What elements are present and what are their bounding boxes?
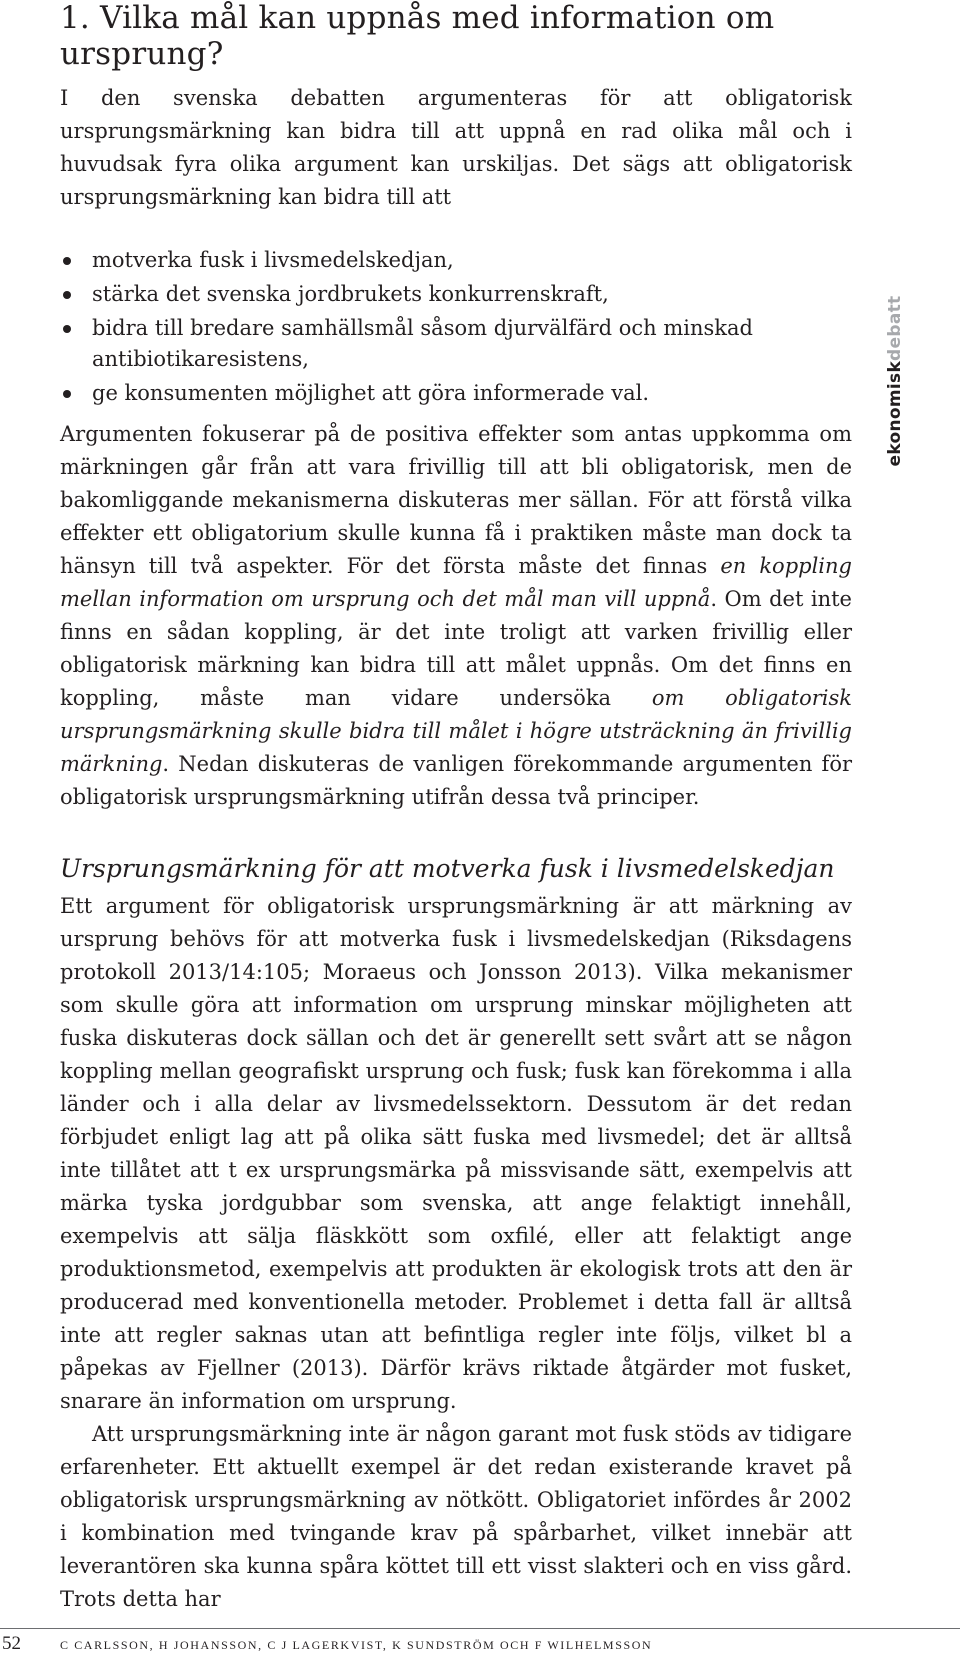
argument-text-3: . Nedan diskuteras de vanligen förekommande argumenten för obligatorisk ursprungsmärkning utifrån dessa två principer. <box>60 752 852 809</box>
argument-emphasis-2: om obligatorisk ursprungsmärkning skulle bidra till målet i högre utsträckning än frivillig märkning <box>60 686 852 776</box>
list-item-text: stärka det svenska jordbrukets konkurrenskraft, <box>92 282 609 306</box>
journal-name-part1: ekonomisk <box>885 360 905 467</box>
journal-name-part2: debatt <box>885 295 905 361</box>
argument-text-1: Argumenten fokuserar på de positiva effekter som antas uppkomma om märkningen går från att vara frivillig till att bli obligatorisk, men de bakomliggande mekanismerna diskuteras mer sällan. För att förstå vilka effekter ett obligatorium skulle kunna få i praktiken måste man dock ta hänsyn till två aspekter. För det första måste det finnas <box>60 422 852 578</box>
text-column <box>60 0 852 1616</box>
list-item <box>60 378 852 409</box>
bullet-icon <box>63 325 71 333</box>
bullet-icon <box>63 390 71 398</box>
section-heading: 1. Vilka mål kan uppnås med information om ursprung? <box>60 0 775 72</box>
argument-paragraph <box>60 418 852 814</box>
subsection-heading: Ursprungsmärkning för att motverka fusk i livsmedelskedjan <box>60 854 835 883</box>
list-item-text: motverka fusk i livsmedelskedjan, <box>92 248 454 272</box>
list-item-text: ge konsumenten möjlighet att göra informerade val. <box>92 381 649 405</box>
list-item <box>60 245 852 276</box>
bullet-icon <box>63 291 71 299</box>
argument-text-2: . Om det inte finns en sådan koppling, är det inte troligt att varken frivillig eller obligatorisk märkning kan bidra till att målet uppnås. Om det finns en koppling, måste man vidare undersöka <box>60 587 852 710</box>
argument-list <box>60 245 852 409</box>
page-number: 52 <box>2 1633 21 1654</box>
journal-side-tag <box>880 296 910 466</box>
bullet-icon <box>63 257 71 265</box>
fraud-paragraph-1: Ett argument för obligatorisk ursprungsmärkning är att märkning av ursprung behövs för att motverka fusk i livsmedelskedjan (Riksdagens protokoll 2013/14:105; Moraeus och Jonsson 2013). Vilka mekanismer som skulle göra att information om ursprung minskar möjligheten att fuska diskuteras dock sällan och det är generellt sett svårt att se någon koppling mellan geografiskt ursprung och fusk; fusk kan förekomma i alla länder och i alla delar av livsmedelssektorn. Dessutom är det redan förbjudet enligt lag att på olika sätt fuska med livsmedel; det är alltså inte tillåtet att t ex ursprungsmärka på missvisande sätt, exempelvis att märka tyska jordgubbar som svenska, att ange felaktigt innehåll, exempelvis att sälja fläskkött som oxfilé, eller att felaktigt ange produktionsmetod, exempelvis att produkten är ekologisk trots att den är producerad med konventionella metoder. Problemet i detta fall är alltså inte att regler saknas utan att befintliga regler inte följs, vilket bl a påpekas av Fjellner (2013). Därför krävs riktade åtgärder mot fusket, snarare än information om ursprung. <box>60 894 852 1413</box>
fraud-paragraph-2: Att ursprungsmärkning inte är någon garant mot fusk stöds av tidigare erfarenheter. Ett aktuellt exempel är det redan existerande kravet på obligatorisk ursprungsmärkning av nötkött. Obligatoriet infördes år 2002 i kombination med tvingande krav på spårbarhet, vilket innebär att leverantören ska kunna spåra köttet till ett visst slakteri och en viss gård. Trots detta har <box>60 1422 852 1611</box>
footer-divider <box>0 1628 960 1629</box>
list-item <box>60 279 852 310</box>
intro-paragraph: I den svenska debatten argumenteras för att obligatorisk ursprungsmärkning kan bidra till att uppnå en rad olika mål och i huvudsak fyra olika argument kan urskiljas. Det sägs att obligatorisk ursprungsmärkning kan bidra till att <box>60 86 852 209</box>
list-item-text: bidra till bredare samhällsmål såsom djurvälfärd och minskad antibiotikaresistens, <box>92 316 753 371</box>
argument-emphasis-1: en koppling mellan information om ursprung och det mål man vill uppnå <box>60 554 852 611</box>
journal-name <box>885 296 905 467</box>
footer-authors: C CARLSSON, H JOHANSSON, C J LAGERKVIST, K SUNDSTRÖM OCH F WILHELMSSON <box>60 1638 653 1652</box>
list-item <box>60 313 852 375</box>
